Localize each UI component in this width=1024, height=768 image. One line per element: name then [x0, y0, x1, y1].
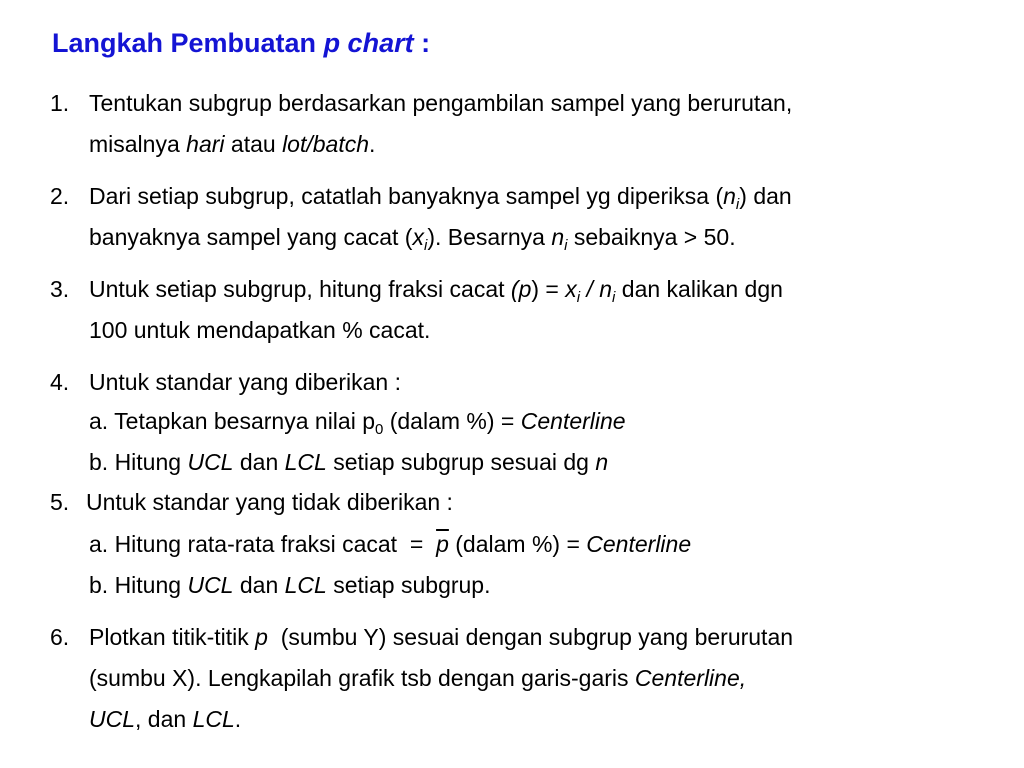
- text-run-italic: Centerline,: [634, 665, 747, 691]
- step-5-line-1: [0, 491, 1024, 519]
- text-run: Untuk setiap subgrup, hitung fraksi cacat: [89, 276, 511, 302]
- step-4-line-1: [0, 371, 1024, 399]
- text-run: b. Hitung: [89, 572, 188, 598]
- step-6-line-3: [0, 708, 1024, 736]
- step-2-text-2: [89, 224, 736, 254]
- text-run-italic: n: [551, 224, 565, 250]
- title-suffix: :: [413, 28, 431, 58]
- text-run-italic: (p: [510, 276, 532, 302]
- step-5-number: 5.: [50, 489, 70, 515]
- step-1-line-1: [0, 92, 1024, 120]
- step-3-text-2: 100 untuk mendapatkan % cacat.: [89, 317, 431, 343]
- text-run: setiap subgrup.: [326, 572, 491, 598]
- step-2-text: [89, 183, 792, 213]
- step-1-line-2: [0, 133, 1024, 161]
- text-run-italic: LCL: [284, 572, 327, 598]
- step-5-sub-a: [0, 533, 1024, 561]
- step-6-text-3: [89, 708, 241, 731]
- step-4-sub-a: [0, 410, 1024, 438]
- step-4-sub-b: [0, 451, 1024, 479]
- text-run-italic: n: [595, 449, 609, 475]
- step-1-number: 1.: [50, 90, 70, 116]
- step-2-number: 2.: [50, 183, 70, 209]
- step-6-text-2: [89, 667, 746, 690]
- subscript: i: [576, 289, 581, 306]
- step-3-text: [89, 276, 783, 306]
- text-run-italic: n: [723, 183, 736, 209]
- p-bar-symbol: $\overline{p}$: [436, 531, 449, 557]
- subscript: 0: [375, 421, 384, 438]
- text-run: (dalam %) =: [383, 408, 521, 434]
- text-run-italic: n: [599, 276, 613, 302]
- step-6-text: [89, 626, 793, 649]
- step-5-text: Untuk standar yang tidak diberikan :: [86, 489, 453, 515]
- step-5-sub-b: [0, 574, 1024, 602]
- text-run: (sumbu Y) sesuai dengan subgrup yang berurutan: [267, 624, 794, 650]
- step-2-line-2: [0, 226, 1024, 254]
- subscript: i: [564, 237, 568, 254]
- step-6-number: 6.: [50, 624, 70, 650]
- subscript: i: [423, 237, 428, 254]
- subscript: i: [735, 196, 740, 213]
- step-3-line-2: [0, 319, 1024, 347]
- text-run: atau: [224, 131, 283, 157]
- text-run: dan kalikan dgn: [615, 276, 783, 302]
- text-run: dan: [233, 449, 285, 475]
- step-1-text: Tentukan subgrup berdasarkan pengambilan sampel yang berurutan,: [89, 90, 793, 116]
- text-run: ) dan: [739, 183, 792, 209]
- text-run: banyaknya sampel yang cacat (: [89, 224, 413, 250]
- step-4-text: Untuk standar yang diberikan :: [89, 369, 401, 395]
- text-run-italic: /: [580, 276, 600, 302]
- text-run: Plotkan titik-titik: [89, 624, 256, 650]
- title-italic: p chart: [323, 28, 414, 58]
- slide-title: [52, 28, 430, 59]
- step-4-number: 4.: [50, 369, 70, 395]
- step-5a-text: [89, 533, 691, 556]
- text-run-italic: x: [565, 276, 577, 302]
- text-run: (sumbu X). Lengkapilah grafik tsb dengan garis-garis: [89, 665, 635, 691]
- subscript: i: [612, 289, 616, 306]
- text-run: Dari setiap subgrup, catatlah banyaknya sampel yg diperiksa (: [89, 183, 724, 209]
- text-run-italic: Centerline: [520, 408, 626, 434]
- text-run-italic: lot/batch: [282, 131, 370, 157]
- text-run: b. Hitung: [89, 449, 188, 475]
- step-3-line-1: [0, 278, 1024, 306]
- text-run-italic: UCL: [89, 706, 136, 732]
- step-6-line-1: [0, 626, 1024, 654]
- text-run: ). Besarnya: [427, 224, 552, 250]
- text-run: , dan: [135, 706, 193, 732]
- step-2-line-1: [0, 185, 1024, 213]
- text-run: setiap subgrup sesuai dg: [326, 449, 596, 475]
- text-run: ) =: [531, 276, 566, 302]
- step-6-line-2: [0, 667, 1024, 695]
- step-5b-text: [89, 574, 491, 597]
- text-run: a. Tetapkan besarnya nilai p: [89, 408, 375, 434]
- step-1-text-2: [89, 133, 375, 156]
- text-run-italic: hari: [186, 131, 225, 157]
- text-run: .: [369, 131, 376, 157]
- text-run-italic: UCL: [187, 572, 234, 598]
- text-run-italic: LCL: [284, 449, 327, 475]
- step-4a-text: [89, 408, 626, 438]
- text-run: (dalam %) =: [448, 531, 587, 557]
- step-3-number: 3.: [50, 276, 70, 302]
- step-4b-text: [89, 451, 608, 474]
- title-prefix: Langkah Pembuatan: [52, 28, 324, 58]
- text-run: misalnya: [89, 131, 187, 157]
- text-run: .: [234, 706, 242, 732]
- text-run: sebaiknya > 50.: [567, 224, 736, 250]
- text-run-italic: p: [255, 624, 268, 650]
- text-run-italic: Centerline: [586, 531, 692, 557]
- text-run-italic: LCL: [192, 706, 235, 732]
- text-run-italic: UCL: [187, 449, 234, 475]
- text-run: dan: [233, 572, 285, 598]
- text-run: a. Hitung rata-rata fraksi cacat =: [89, 531, 437, 557]
- text-run-italic: x: [412, 224, 424, 250]
